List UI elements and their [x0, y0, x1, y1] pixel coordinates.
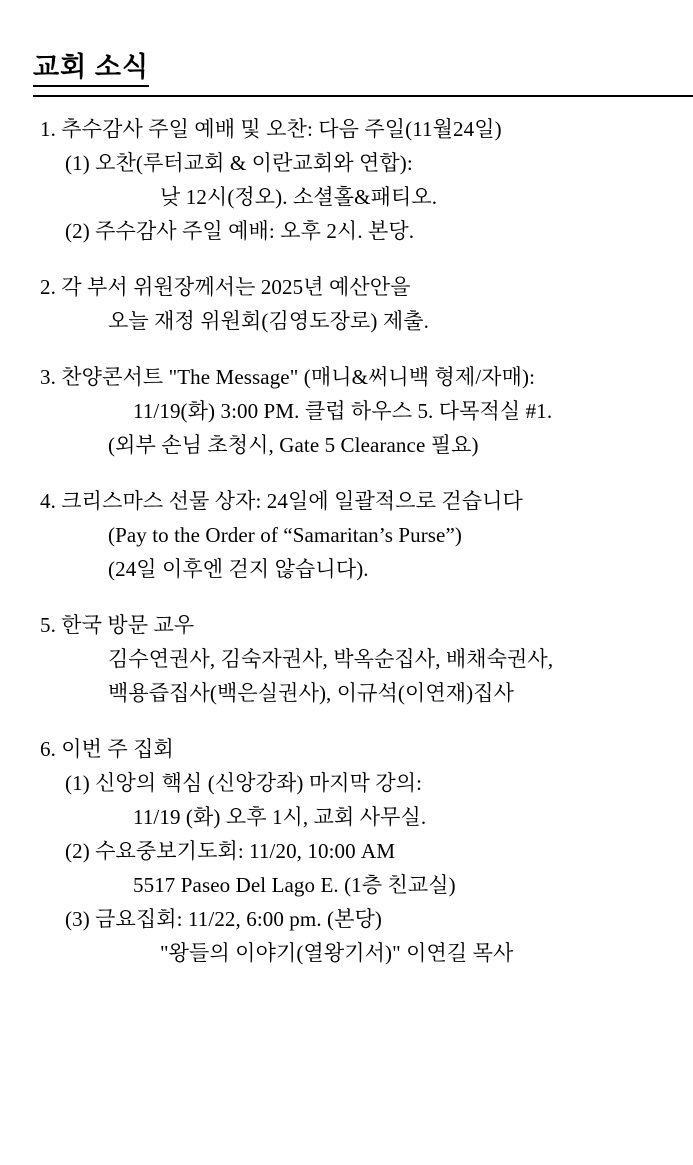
title-divider [33, 95, 693, 97]
notice-detail-line: (Pay to the Order of “Samaritan’s Purse”) [108, 523, 462, 547]
notice-detail-line: (2) 수요중보기도회: 11/20, 10:00 AM [65, 839, 396, 863]
notice-heading-line: 4. 크리스마스 선물 상자: 24일에 일괄적으로 걷습니다 [40, 489, 523, 513]
notice-detail-line: 김수연권사, 김숙자권사, 박옥순집사, 배채숙권사, [108, 647, 554, 671]
notice-detail-line: (1) 신앙의 핵심 (신앙강좌) 마지막 강의: [65, 771, 423, 795]
notice-heading-line: 3. 찬양콘서트 "The Message" (매니&써니백 형제/자매): [40, 365, 536, 389]
notice-detail-line: (2) 주수감사 주일 예배: 오후 2시. 본당. [65, 219, 415, 243]
notice-detail-line: 낮 12시(정오). 소셜홀&패티오. [160, 185, 438, 209]
notice-item [0, 732, 693, 970]
notice-item [0, 608, 693, 710]
notice-heading-line: 2. 각 부서 위원장께서는 2025년 예산안을 [40, 275, 411, 299]
notice-heading-line: 6. 이번 주 집회 [40, 737, 174, 761]
notice-detail-line: (3) 금요집회: 11/22, 6:00 pm. (본당) [65, 907, 382, 931]
notice-detail-line: 5517 Paseo Del Lago E. (1층 친교실) [133, 873, 456, 897]
page-title: 교회 소식 [33, 50, 149, 87]
notice-detail-line: 오늘 재정 위원회(김영도장로) 제출. [108, 309, 429, 333]
notice-heading-line: 1. 추수감사 주일 예배 및 오찬: 다음 주일(11월24일) [40, 117, 502, 141]
notice-detail-line: 백용즙집사(백은실권사), 이규석(이연재)집사 [108, 681, 515, 705]
notice-detail-line: 11/19 (화) 오후 1시, 교회 사무실. [133, 805, 427, 829]
notice-detail-line: (외부 손님 초청시, Gate 5 Clearance 필요) [108, 433, 479, 457]
title-block [0, 50, 693, 87]
notice-item [0, 484, 693, 586]
notice-detail-line: (1) 오찬(루터교회 & 이란교회와 연합): [65, 151, 413, 175]
notice-detail-line: 11/19(화) 3:00 PM. 클럽 하우스 5. 다목적실 #1. [133, 399, 553, 423]
notice-item [0, 360, 693, 462]
notice-item [0, 270, 693, 338]
notice-detail-line: (24일 이후엔 걷지 않습니다). [108, 557, 369, 581]
notice-detail-line: "왕들의 이야기(열왕기서)" 이연길 목사 [160, 941, 514, 965]
notice-item [0, 112, 693, 248]
notice-heading-line: 5. 한국 방문 교우 [40, 613, 195, 637]
notice-list [0, 112, 693, 970]
